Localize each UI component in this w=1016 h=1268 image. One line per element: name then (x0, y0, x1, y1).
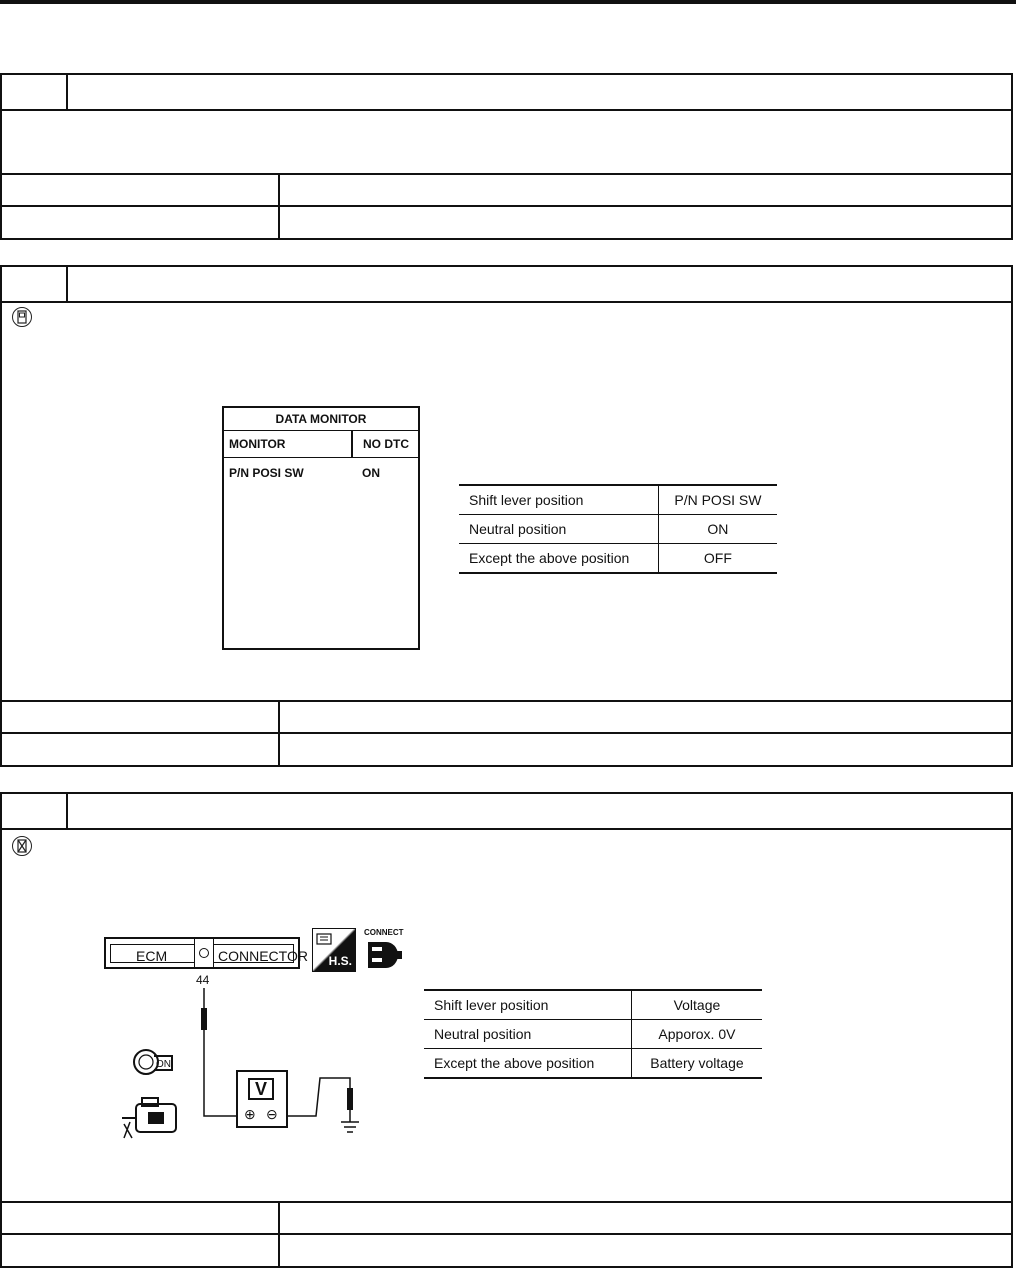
table-row: Neutral position Apporox. 0V (424, 1020, 762, 1049)
connector-label: CONNECTOR (218, 948, 308, 964)
terminal-number: 44 (196, 973, 210, 987)
ecm-label: ECM (136, 948, 168, 964)
table-row: Neutral position ON (459, 515, 777, 544)
connect-label: CONNECT (364, 928, 404, 937)
ignition-key-icon (130, 1046, 180, 1086)
plus-terminal: ⊕ (244, 1106, 256, 1122)
voltmeter-label: V (248, 1078, 274, 1100)
voltmeter (236, 1070, 288, 1128)
key-on-label: ON (156, 1059, 171, 1070)
monitor-item-value: ON (362, 466, 380, 480)
engine-icon (120, 1094, 184, 1142)
table-row: Except the above position Battery voltage (424, 1049, 762, 1079)
minus-terminal: ⊖ (266, 1106, 278, 1122)
table-header-row: Shift lever position Voltage (424, 990, 762, 1020)
monitor-column-label: MONITOR (229, 437, 286, 451)
table-row: Except the above position OFF (459, 544, 777, 574)
monitor-item-name: P/N POSI SW (229, 466, 304, 480)
table-header-row: Shift lever position P/N POSI SW (459, 485, 777, 515)
hs-label: H.S. (328, 954, 352, 968)
status-column-label: NO DTC (363, 437, 409, 451)
data-monitor-title: DATA MONITOR (224, 408, 418, 431)
voltage-table (424, 989, 762, 1079)
